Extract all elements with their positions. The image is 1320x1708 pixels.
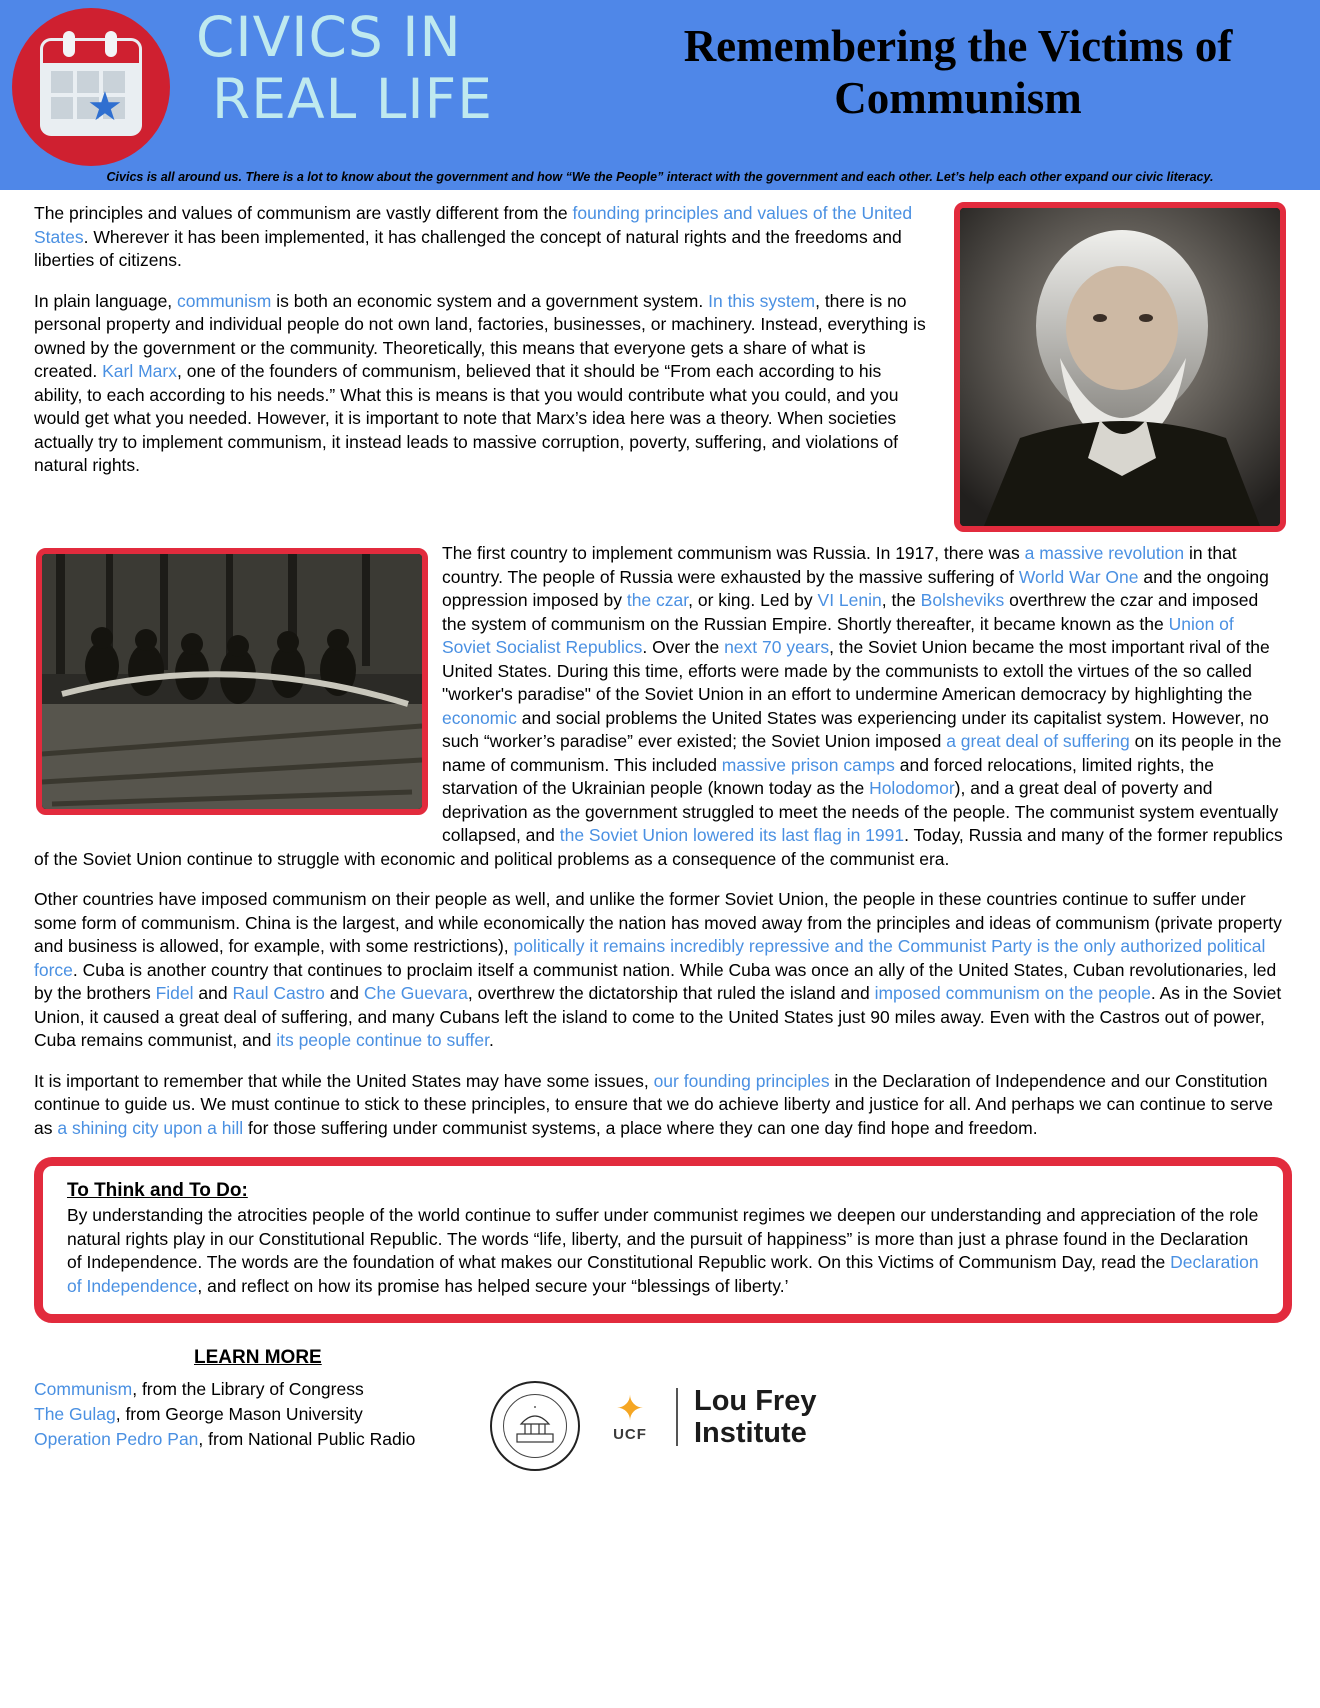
- p5-text-b: in the Declaration of Independence and our Constitution continue to guide us. We must continue to stick to these principles, to ensure that we do achieve liberty and justice for all. And perhaps we can continue to serve as: [34, 1070, 1273, 1138]
- link-founding-principles[interactable]: founding principles and values of the United States: [34, 203, 913, 247]
- ucf-mark: [600, 1389, 660, 1443]
- p2-text-d: , one of the founders of communism, believed that it should be “From each according to his ability, to each according to his needs.” What this is means is that you would contribute what you could, and you would get what you needed. However, it is important to note that Marx’s idea here was a theory. When societies actually try to implement communism, it instead leads to massive corruption, poverty, suffering, and violations of natural rights.: [34, 361, 899, 475]
- link-massive-revolution[interactable]: a massive revolution: [1024, 543, 1185, 563]
- callout-text-a: By understanding the atrocities people of the world continue to suffer under communist regimes we deepen our understanding and appreciation of the role natural rights play in our Constitutional Republic. The words “life, liberty, and the pursuit of happiness” is more than just a phrase found in the Declaration of Independence. The words are the foundation of what makes our Constitutional Republic work. On this Victims of Communism Day, read the: [67, 1205, 1259, 1272]
- link-communism-loc-rest: , from the Library of Congress: [132, 1379, 364, 1399]
- link-massive-prison-camps[interactable]: massive prison camps: [721, 754, 895, 775]
- link-ussr[interactable]: Union of Soviet Socialist Republics: [442, 613, 1234, 657]
- page-header: [0, 0, 1320, 190]
- p3-text-i: and social problems the United States was experiencing under its capitalist system. However, no such “worker’s paradise” ever existed; the Soviet Union imposed: [442, 707, 1269, 751]
- page-footer: [0, 1347, 1320, 1491]
- learn-more-heading: LEARN MORE: [194, 1347, 322, 1368]
- p3-text-e: , the: [881, 590, 921, 610]
- p2-text-b: is both an economic system and a government system.: [271, 290, 709, 311]
- forced-labor-camp-image: [42, 554, 422, 809]
- p4-text-b: . Cuba is another country that continues to proclaim itself a communist nation. While Cuba was once an ally of the United States, Cuban revolutionaries, led by the brothers: [34, 959, 1277, 1003]
- link-our-founding-principles[interactable]: our founding principles: [653, 1070, 830, 1091]
- link-declaration-of-independence[interactable]: Declaration of Independence: [67, 1252, 1259, 1296]
- p5-text-a: It is important to remember that while the United States may have some issues,: [34, 1070, 654, 1091]
- ucf-wordmark: UCF: [613, 1425, 647, 1443]
- paragraph-5: [34, 1070, 1286, 1141]
- link-the-czar[interactable]: the czar: [626, 590, 689, 610]
- paragraph-4: [34, 888, 1286, 1053]
- link-economic[interactable]: economic: [442, 707, 517, 728]
- brand-wordmark: [196, 6, 493, 130]
- p3-text-m: . Today, Russia and many of the former republics of the Soviet Union continue to struggle with economic and political problems as a consequence of the communist era.: [34, 825, 1283, 869]
- p3-text-a: The first country to implement communism was Russia. In 1917, there was: [442, 543, 1025, 563]
- link-the-gulag-gmu[interactable]: The Gulag: [34, 1404, 116, 1424]
- p3-text-d: , or king. Led by: [688, 590, 818, 610]
- p3-text-c: and the ongoing oppression imposed by: [442, 566, 1269, 610]
- header-tagline: Civics is all around us. There is a lot to know about the government and how “We the People” interact with the government and each other. Let’s help each other expand our civic literacy.: [106, 170, 1214, 184]
- p3-text-l: ), and a great deal of poverty and deprivation as the government struggled to meet the needs of the people. The communist system eventually collapsed, and: [442, 778, 1279, 845]
- florida-joint-center-seal-icon: [490, 1381, 580, 1471]
- p1-text-b: . Wherever it has been implemented, it has challenged the concept of natural rights and the freedoms and liberties of citizens.: [34, 226, 902, 270]
- p3-text-j: on its people in the name of communism. This included: [442, 731, 1282, 775]
- p4-text-a: Other countries have imposed communism on their people as well, and unlike the former Soviet Union, the people in these countries continue to suffer under some form of communism. China is the largest, and while economically the nation has moved away from the principles and ideas of communism (private property and business is allowed, for example, with some restrictions),: [34, 889, 1282, 956]
- to-think-and-to-do-callout: [34, 1157, 1292, 1323]
- p3-text-k: and forced relocations, limited rights, the starvation of the Ukrainian people (known today as the: [442, 754, 1214, 798]
- brand-line-1: CIVICS IN: [196, 5, 462, 69]
- p4-text-e: , overthrew the dictatorship that ruled the island and: [467, 983, 875, 1003]
- link-communism-loc[interactable]: Communism: [34, 1379, 133, 1399]
- link-communism[interactable]: communism: [177, 290, 272, 311]
- p3-text-f: overthrew the czar and imposed the system of communism on the Russian Empire. Shortly thereafter, it became known as the: [442, 590, 1259, 634]
- link-shining-city-upon-a-hill[interactable]: a shining city upon a hill: [57, 1117, 244, 1138]
- p4-text-g: .: [488, 1030, 494, 1050]
- link-the-gulag-gmu-rest: , from George Mason University: [115, 1404, 363, 1424]
- p5-text-c: for those suffering under communist systems, a place where they can one day find hope and freedom.: [243, 1117, 1038, 1138]
- p4-text-f: . As in the Soviet Union, it caused a great deal of suffering, and many Cubans left the island to come to the United States just 90 miles away. Even with the Castros out of power, Cuba remains communist, and: [34, 983, 1282, 1050]
- seal-capitol-icon: [503, 1394, 567, 1458]
- link-in-this-system[interactable]: In this system: [708, 290, 816, 311]
- callout-body: [67, 1204, 1263, 1298]
- civics-logo: [12, 8, 170, 166]
- link-vi-lenin[interactable]: VI Lenin: [817, 590, 882, 610]
- link-great-deal-of-suffering[interactable]: a great deal of suffering: [946, 731, 1130, 751]
- p2-text-a: In plain language,: [34, 290, 178, 311]
- link-operation-pedro-pan-npr[interactable]: Operation Pedro Pan: [34, 1429, 199, 1449]
- institute-line-2: Institute: [694, 1417, 807, 1449]
- capitol-dome-icon: [513, 1406, 557, 1446]
- calendar-star-icon: ★: [43, 41, 139, 133]
- callout-text-b: , and reflect on how its promise has helped secure your “blessings of liberty.’: [197, 1275, 789, 1296]
- karl-marx-portrait-image: [960, 208, 1280, 526]
- link-politically-repressive[interactable]: politically it remains incredibly repressive and the Communist Party is the only authorized political force: [34, 936, 1266, 980]
- link-che-guevara[interactable]: Che Guevara: [363, 983, 468, 1003]
- link-raul-castro[interactable]: Raul Castro: [232, 983, 325, 1003]
- link-holodomor[interactable]: Holodomor: [869, 778, 955, 798]
- ucf-pegasus-icon: ✦: [615, 1389, 645, 1428]
- link-karl-marx[interactable]: Karl Marx: [102, 361, 177, 381]
- brand-line-2: REAL LIFE: [212, 67, 493, 131]
- p4-text-d: and: [324, 983, 364, 1003]
- gulag-photo: [36, 548, 428, 815]
- page-title: Remembering the Victims of Communism: [683, 21, 1233, 123]
- p4-text-c: and: [193, 983, 233, 1003]
- link-last-flag-1991[interactable]: the Soviet Union lowered its last flag in 1991: [559, 825, 905, 845]
- karl-marx-photo: [954, 202, 1286, 532]
- link-fidel[interactable]: Fidel: [155, 983, 194, 1003]
- link-next-70-years[interactable]: next 70 years: [724, 637, 830, 657]
- link-operation-pedro-pan-npr-rest: , from National Public Radio: [198, 1429, 416, 1449]
- link-world-war-one[interactable]: World War One: [1018, 566, 1139, 587]
- p1-text-a: The principles and values of communism are vastly different from the: [34, 203, 573, 223]
- link-imposed-communism[interactable]: imposed communism on the people: [874, 983, 1151, 1003]
- p2-text-c: , there is no personal property and individual people do not own land, factories, businesses, or machinery. Instead, everything is owned by the government or the community. Theoretically, this means that everyone gets a share of what is created.: [34, 290, 926, 381]
- p3-text-g: . Over the: [642, 637, 725, 657]
- institute-line-1: Lou Frey: [694, 1385, 817, 1417]
- p3-text-h: , the Soviet Union became the most important rival of the United States. During this time, efforts were made by the communists to extoll the virtues of the so called "worker's paradise" of the Soviet Union in an effort to undermine American democracy by highlighting the: [442, 637, 1270, 704]
- logo-divider: [676, 1388, 678, 1446]
- p3-text-b: in that country. The people of Russia were exhausted by the massive suffering of: [442, 543, 1237, 587]
- link-bolsheviks[interactable]: Bolsheviks: [920, 590, 1005, 610]
- link-people-continue-to-suffer[interactable]: its people continue to suffer: [276, 1030, 489, 1050]
- ucf-lou-frey-institute-logo: [600, 1385, 816, 1449]
- article-body: [0, 190, 1320, 1140]
- callout-heading: To Think and To Do:: [67, 1180, 248, 1201]
- lou-frey-institute-name: [694, 1385, 816, 1449]
